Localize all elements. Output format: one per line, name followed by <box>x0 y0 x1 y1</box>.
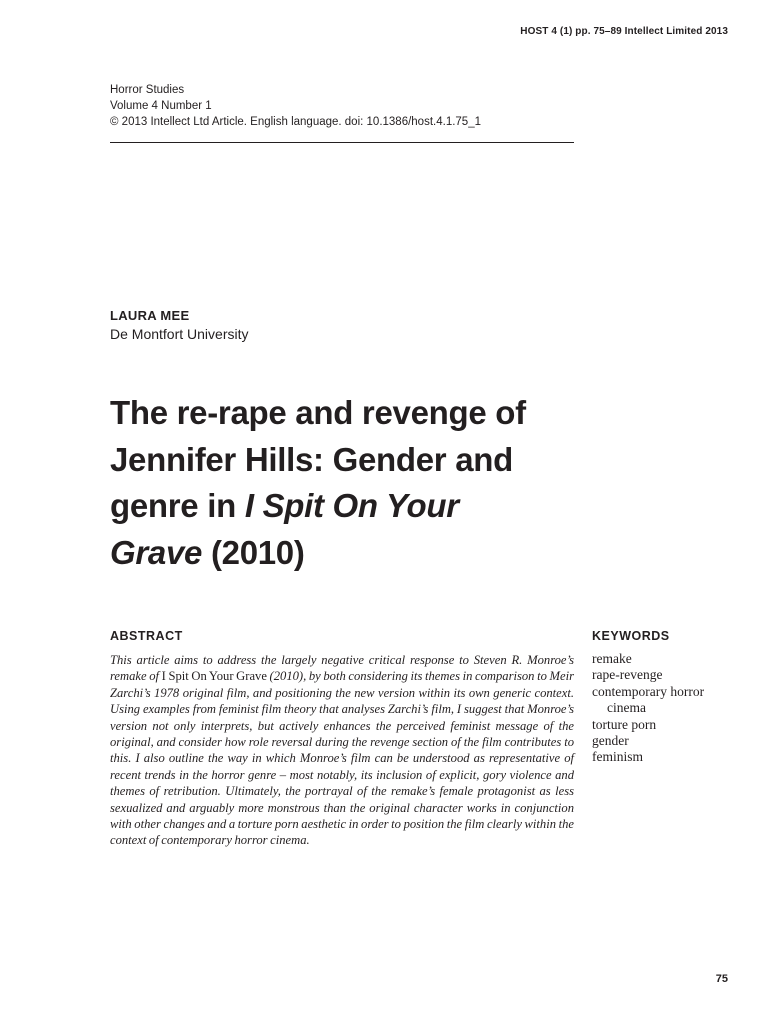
abstract-text-end: (2010), by both considering its themes in comparison to Meir Zarchi’s 1978 original film, and positioning the new version within its own generic context. Using examples from feminist film theory that analyses Zarchi’s film, I suggest that Monroe’s version not only interprets, but actively enhances the perceived feminist message of the original, and consider how role reversal during the revenge section of the film contributes to this. I also outline the way in which Monroe’s film can be understood as representative of recent trends in the horror genre – most notably, its inclusion of explicit, gory violence and themes of retribution. Ultimately, the portrayal of the remake’s female protagonist as less sexualized and arguably more monstrous than the original character works in conjunction with other changes and a torture porn aesthetic in order to position the film clearly within the context of contemporary horror cinema. <box>110 669 574 848</box>
keyword-item: contemporary horror cinema <box>592 683 705 716</box>
journal-info <box>110 82 574 130</box>
keyword-item: feminism <box>592 749 643 765</box>
running-header: HOST 4 (1) pp. 75–89 Intellect Limited 2013 <box>520 26 728 37</box>
title-part-1: The re-rape and revenge of Jennifer Hills: Gender and genre in <box>110 394 526 524</box>
page-number: 75 <box>715 973 728 985</box>
author-affiliation: De Montfort University <box>110 326 249 342</box>
keyword-item: remake <box>592 651 632 666</box>
journal-name: Horror Studies <box>110 84 185 96</box>
author-block <box>110 307 248 343</box>
abstract-film-title: I Spit On Your Grave <box>161 669 267 684</box>
journal-copyright: © 2013 Intellect Ltd Article. English language. doi: 10.1386/host.4.1.75_1 <box>110 116 481 128</box>
keyword-item: torture porn <box>592 716 657 732</box>
abstract-text-start: This article aims to address the largely negative critical response to Steven R. Monroe’s remake of <box>110 653 574 684</box>
journal-volume: Volume 4 Number 1 <box>110 100 212 112</box>
abstract-heading: ABSTRACT <box>110 629 183 643</box>
header-divider <box>110 142 574 143</box>
keyword-item: gender <box>592 733 629 749</box>
title-film-name: I Spit On Your Grave <box>110 487 459 571</box>
keyword-item: rape-revenge <box>592 667 663 683</box>
article-title <box>110 390 550 576</box>
keywords-heading: KEYWORDS <box>592 629 670 643</box>
author-name: LAURA MEE <box>110 308 190 323</box>
keywords-list <box>592 651 732 766</box>
title-part-2: (2010) <box>202 533 305 571</box>
abstract-text <box>110 652 574 849</box>
